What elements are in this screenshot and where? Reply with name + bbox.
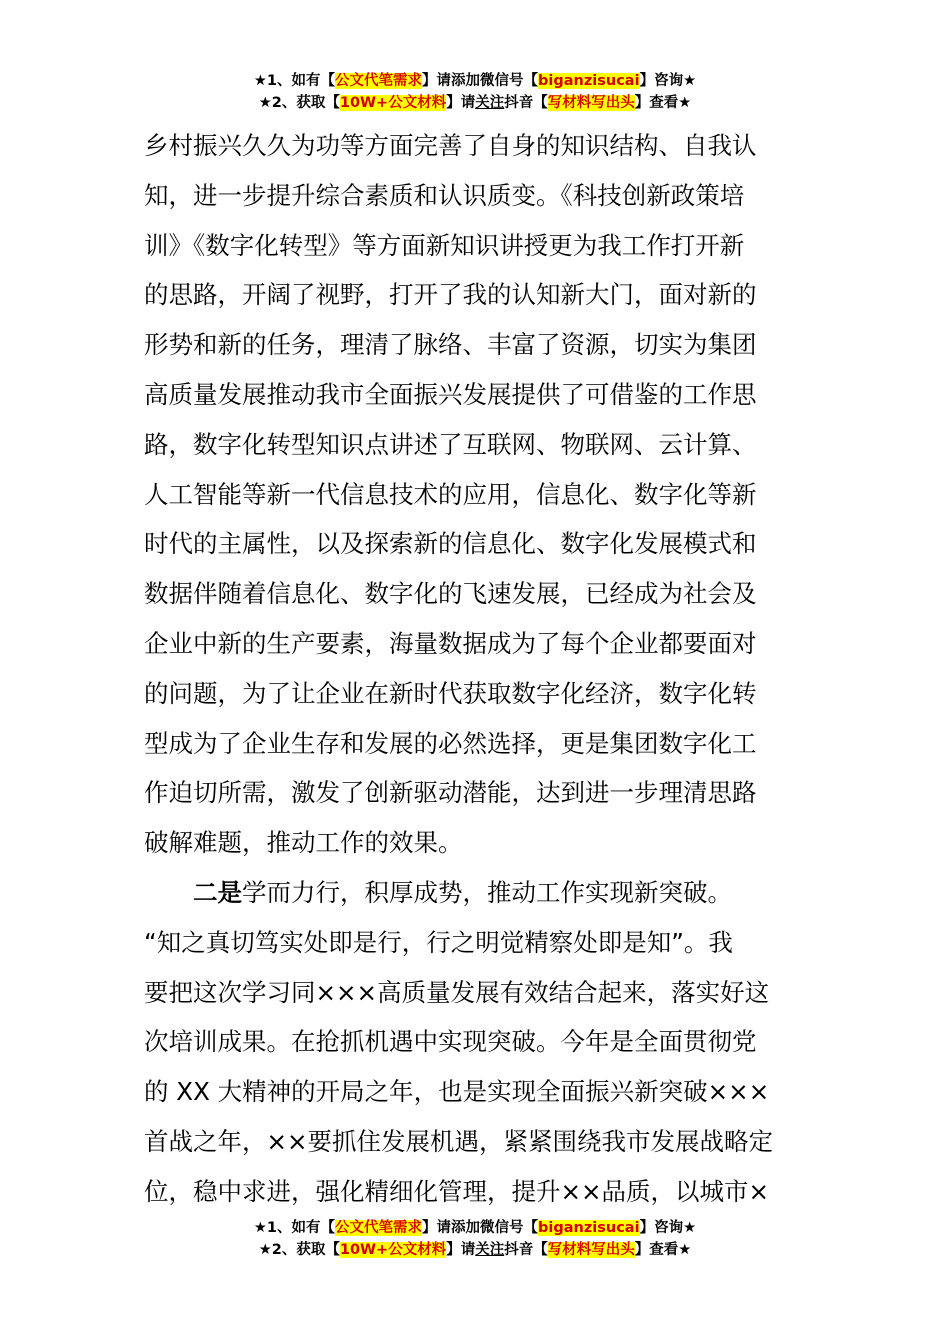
promo-text: 】请添加微信号【 <box>422 73 539 89</box>
wechat-id-highlight: biganzisucai <box>538 73 640 89</box>
body-line: 的 XX 大精神的开局之年，也是实现全面振兴新突破××× <box>144 1077 770 1107</box>
body-line: 的问题，为了让企业在新时代获取数字化经济，数字化转 <box>144 678 757 708</box>
body-line: 的思路，开阔了视野，打开了我的认知新大门，面对新的 <box>144 280 757 310</box>
promo-text: ★1、如有【 <box>253 1220 336 1236</box>
promo-line-1 <box>0 70 950 92</box>
promo-text: 抖音【 <box>504 1242 548 1258</box>
body-line: 作迫切所需，激发了创新驱动潜能，达到进一步理清思路 <box>144 778 757 808</box>
body-line: 训》《数字化转型》等方面新知识讲授更为我工作打开新 <box>144 230 745 260</box>
paragraph-lead: 二是 <box>193 877 242 907</box>
paragraph-2-first-line <box>144 868 806 918</box>
body-line: 次培训成果。在抢抓机遇中实现突破。今年是全面贯彻党 <box>144 1027 757 1057</box>
promo-text: 】查看★ <box>634 95 692 111</box>
promo-text: ★1、如有【 <box>253 73 336 89</box>
promo-text: 】请 <box>446 95 476 111</box>
promo-highlight: 公文代笔需求 <box>335 1220 423 1236</box>
paragraph-heading-text: 学而力行，积厚成势，推动工作实现新突破。 <box>242 877 732 907</box>
body-line: 数据伴随着信息化、数字化的飞速发展，已经成为社会及 <box>144 579 757 609</box>
body-line: “知之真切笃实处即是行，行之明觉精察处即是知”。我 <box>144 927 733 957</box>
promo-text: ★2、获取【 <box>258 1242 340 1258</box>
wechat-id-highlight: biganzisucai <box>538 1220 640 1236</box>
body-line: 位，稳中求进，强化精细化管理，提升××品质，以城市× <box>144 1176 770 1206</box>
body-line: 人工智能等新一代信息技术的应用，信息化、数字化等新 <box>144 479 757 509</box>
promo-line-1 <box>0 1217 950 1239</box>
promo-text: 】请 <box>446 1242 476 1258</box>
body-line: 要把这次学习同×××高质量发展有效结合起来，落实好这 <box>144 977 770 1007</box>
promo-text: 】请添加微信号【 <box>422 1220 539 1236</box>
body-line: 路，数字化转型知识点讲述了互联网、物联网、云计算、 <box>144 429 757 459</box>
promo-highlight: 写材料写出头 <box>547 95 635 111</box>
promo-highlight: 公文代笔需求 <box>335 73 423 89</box>
body-line: 破解难题，推动工作的效果。 <box>144 828 463 858</box>
promo-highlight: 10W+公文材料 <box>339 1242 447 1258</box>
body-line: 高质量发展推动我市全面振兴发展提供了可借鉴的工作思 <box>144 379 757 409</box>
body-line: 乡村振兴久久为功等方面完善了自身的知识结构、自我认 <box>144 131 757 160</box>
body-line: 时代的主属性，以及探索新的信息化、数字化发展模式和 <box>144 529 757 559</box>
body-line: 形势和新的任务，理清了脉络、丰富了资源，切实为集团 <box>144 330 757 360</box>
body-line: 知，进一步提升综合素质和认识质变。《科技创新政策培 <box>144 180 745 210</box>
top-promo-banner <box>0 70 950 114</box>
promo-text: 】咨询★ <box>639 73 697 89</box>
bottom-promo-banner <box>0 1217 950 1261</box>
promo-line-2 <box>0 92 950 114</box>
promo-text: 】咨询★ <box>639 1220 697 1236</box>
body-line: 首战之年，××要抓住发展机遇，紧紧围绕我市发展战略定 <box>144 1126 774 1156</box>
promo-text: 】查看★ <box>634 1242 692 1258</box>
body-line: 型成为了企业生存和发展的必然选择，更是集团数字化工 <box>144 728 757 758</box>
document-body <box>144 121 806 1217</box>
promo-text: ★2、获取【 <box>258 95 340 111</box>
promo-underlined: 关注 <box>475 1242 505 1258</box>
promo-line-2 <box>0 1239 950 1261</box>
promo-highlight: 写材料写出头 <box>547 1242 635 1258</box>
body-line: 企业中新的生产要素，海量数据成为了每个企业都要面对 <box>144 628 757 658</box>
promo-text: 抖音【 <box>504 95 548 111</box>
promo-highlight: 10W+公文材料 <box>339 95 447 111</box>
promo-underlined: 关注 <box>475 95 505 111</box>
